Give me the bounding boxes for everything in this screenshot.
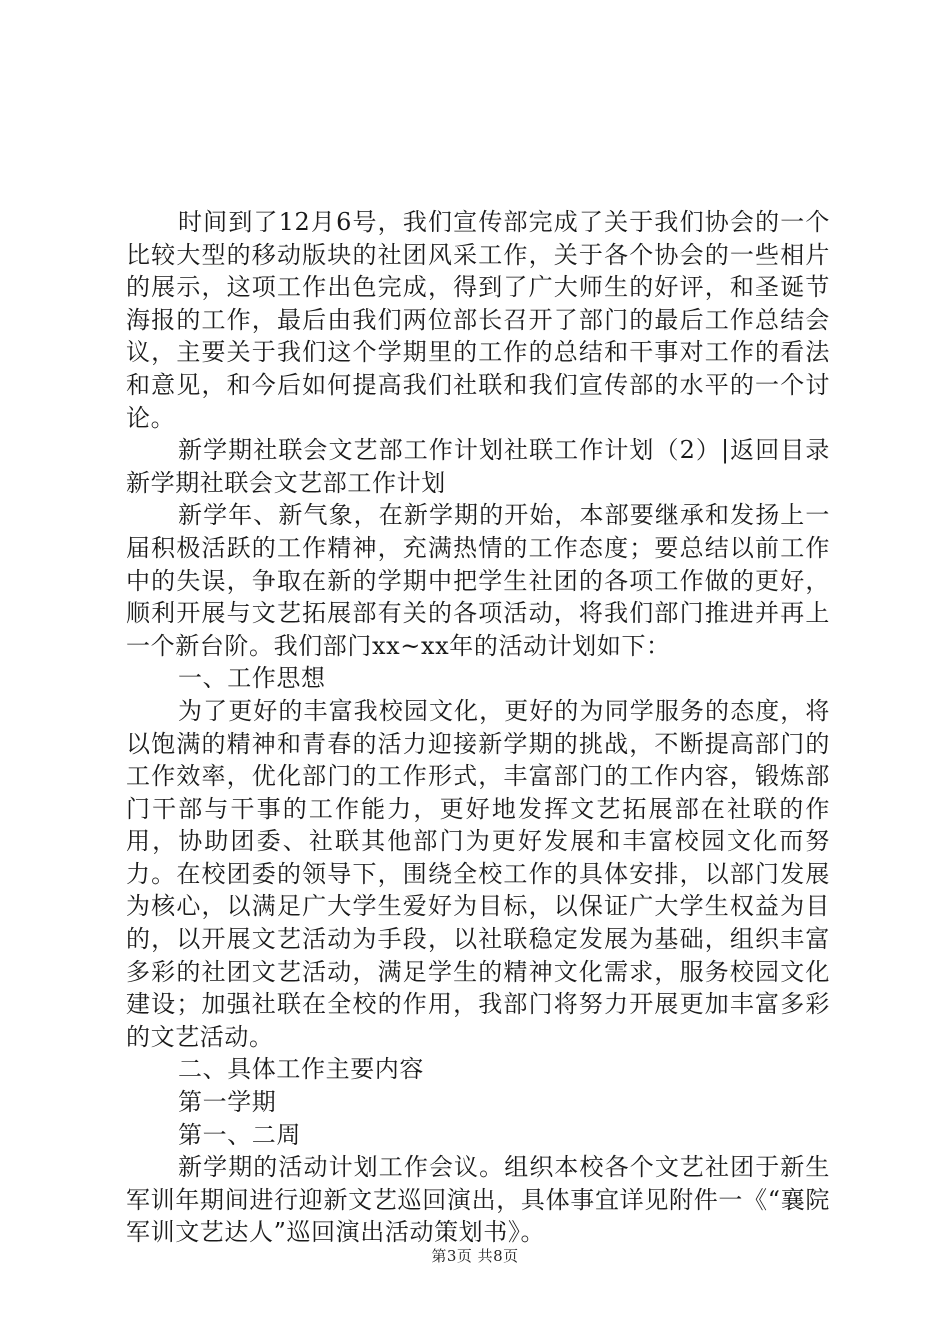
paragraph-section-title-link: 新学期社联会文艺部工作计划社联工作计划（2）|返回目录新学期社联会文艺部工作计划: [126, 436, 830, 497]
heading-first-semester: 第一学期: [178, 1088, 277, 1117]
heading-work-philosophy: 一、工作思想: [178, 664, 326, 693]
page-footer: 第3页 共8页: [431, 1247, 519, 1265]
paragraph-work-philosophy: 为了更好的丰富我校园文化，更好的为同学服务的态度，将以饱满的精神和青春的活力迎接新学期的挑战，不断提高部门的工作效率，优化部门的工作形式，丰富部门的工作内容，锻炼部门干部与干事的工作能力，更好地发挥文艺拓展部在社联的作用，协助团委、社联其他部门为更好发展和丰富校园文化而努力。在校团委的领导下，围绕全校工作的具体安排，以部门发展为核心，以满足广大学生爱好为目标，以保证广大学生权益为目的，以开展文艺活动为手段，以社联稳定发展为基础，组织丰富多彩的社团文艺活动，满足学生的精神文化需求，服务校园文化建设；加强社联在全校的作用，我部门将努力开展更加丰富多彩的文艺活动。: [126, 696, 830, 1051]
paragraph-publicity-summary: 时间到了12月6号，我们宣传部完成了关于我们协会的一个比较大型的移动版块的社团风采工作，关于各个协会的一些相片的展示，这项工作出色完成，得到了广大师生的好评，和圣诞节海报的工作，最后由我们两位部长召开了部门的最后工作总结会议，主要关于我们这个学期里的工作的总结和干事对工作的看法和意见，和今后如何提高我们社联和我们宣传部的水平的一个讨论。: [126, 208, 830, 432]
paragraph-introduction: 新学年、新气象，在新学期的开始，本部要继承和发扬上一届积极活跃的工作精神，充满热情的工作态度；要总结以前工作中的失误，争取在新的学期中把学生社团的各项工作做的更好，顺利开展与文艺拓展部有关的各项活动，将我们部门推进并再上一个新台阶。我们部门xx~xx年的活动计划如下：: [126, 501, 830, 660]
heading-main-content: 二、具体工作主要内容: [178, 1055, 424, 1084]
heading-weeks-one-two: 第一、二周: [178, 1120, 301, 1149]
paragraph-weeks-one-two: 新学期的活动计划工作会议。组织本校各个文艺社团于新生军训年期间进行迎新文艺巡回演出，具体事宜详见附件一《“襄院军训文艺达人”巡回演出活动策划书》。: [126, 1153, 830, 1247]
document-body: [126, 206, 830, 1249]
